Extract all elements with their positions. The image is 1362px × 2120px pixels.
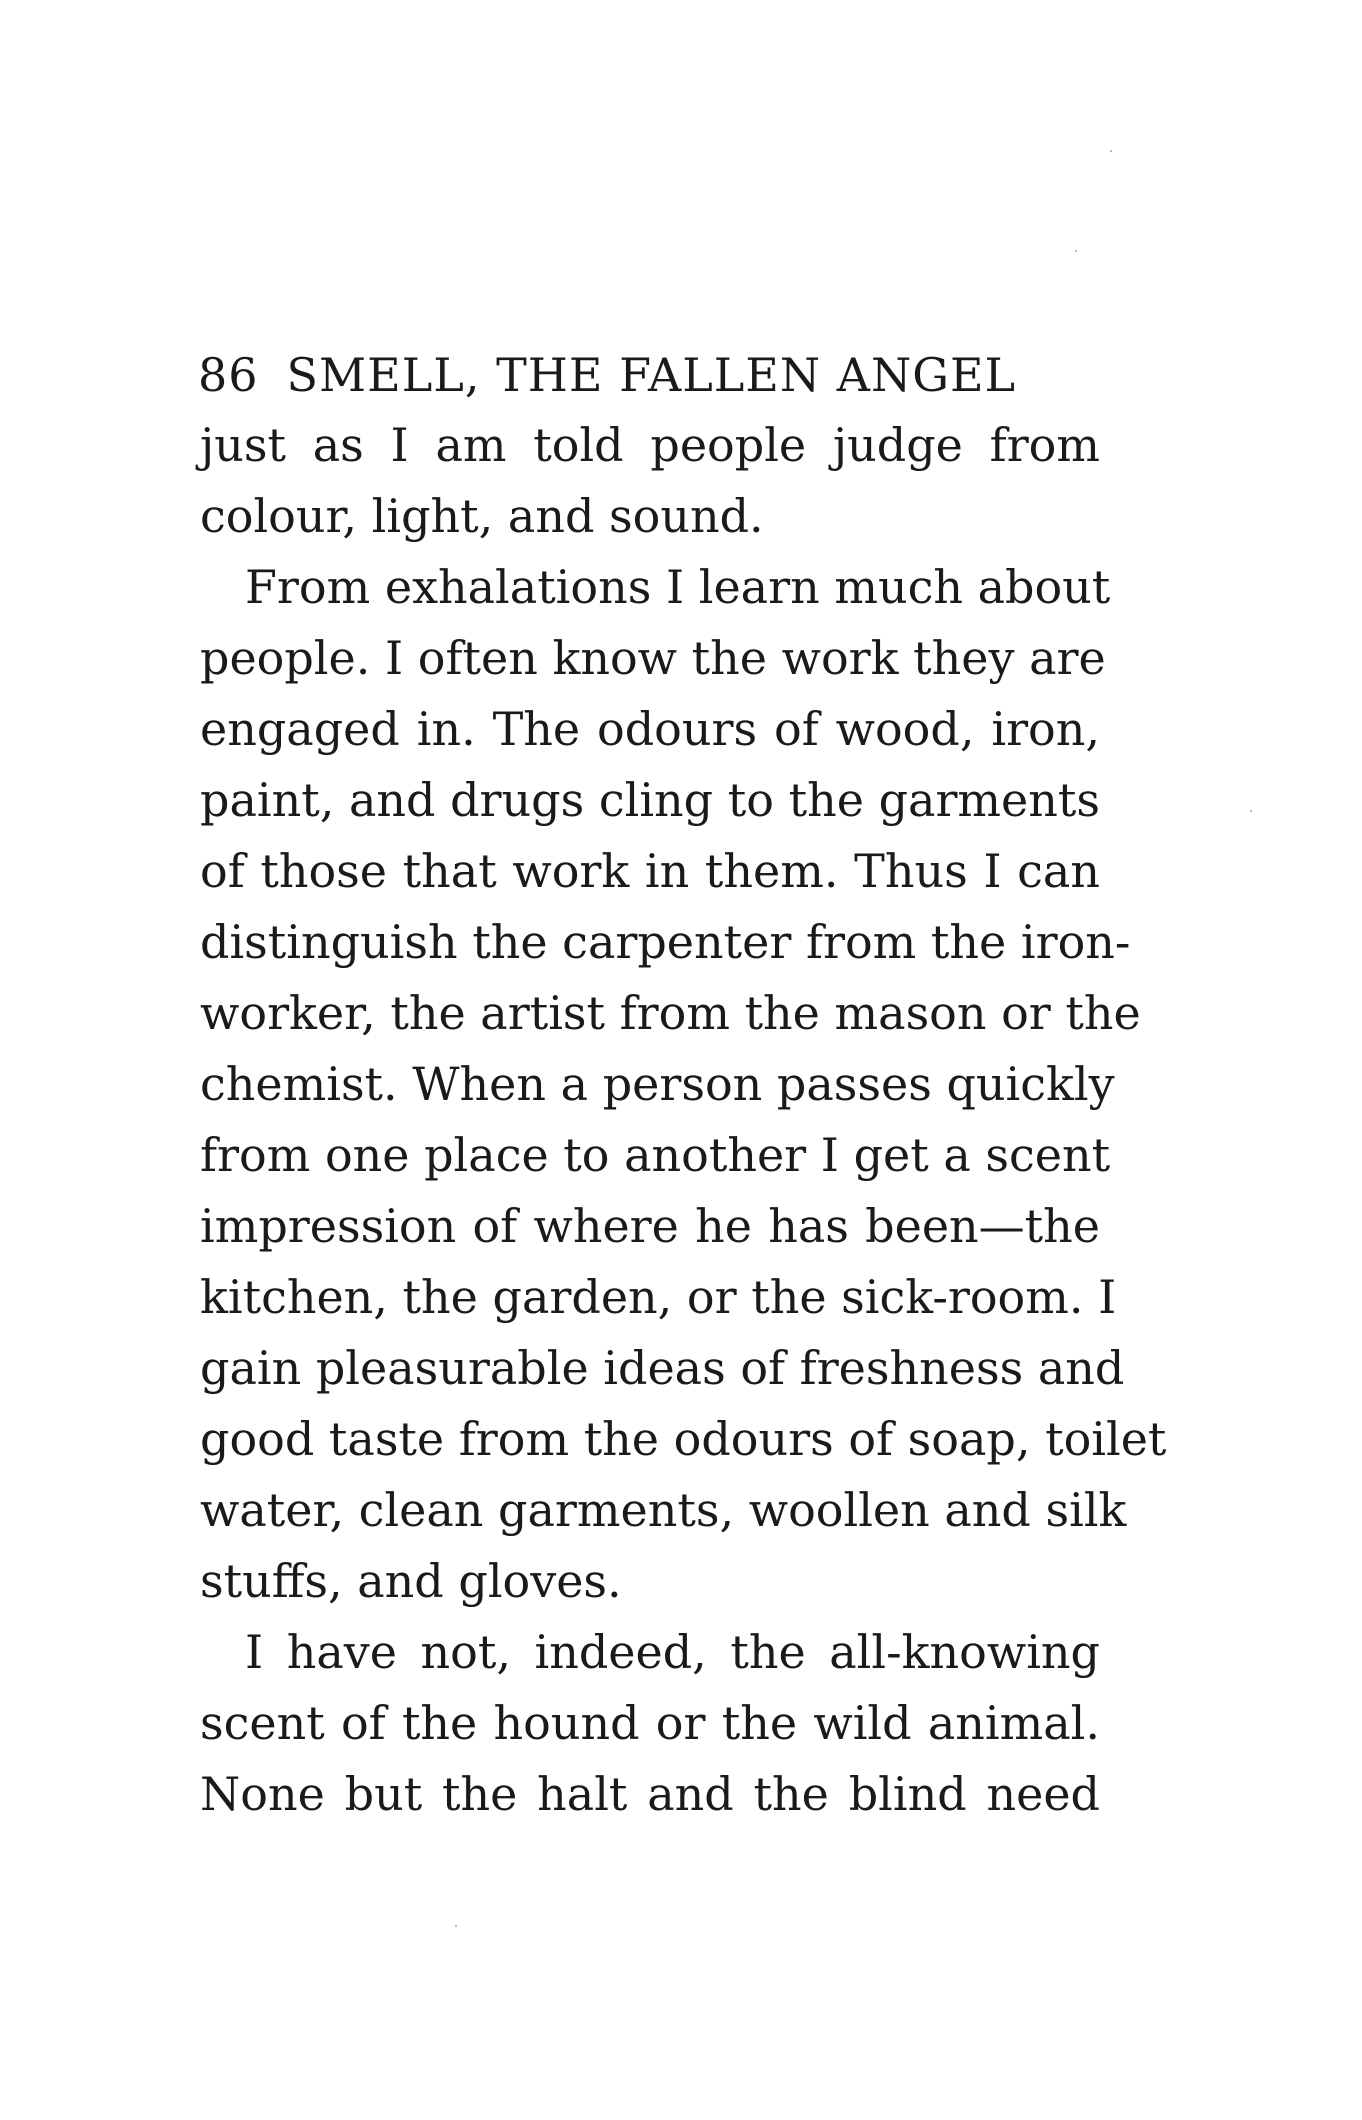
paper-speck	[1075, 250, 1077, 252]
text-line: kitchen, the garden, or the sick-room. I	[200, 1270, 1117, 1324]
text-line: from one place to another I get a scent	[200, 1128, 1111, 1182]
text-line: distinguish the carpenter from the iron-	[200, 915, 1131, 969]
paragraph-start-line: I have not, indeed, the all-knowing	[245, 1625, 1100, 1679]
running-title: SMELL, THE FALLEN ANGEL	[286, 348, 1017, 402]
text-line: chemist. When a person passes quickly	[200, 1057, 1115, 1111]
text-line: gain pleasurable ideas of freshness and	[200, 1341, 1125, 1395]
text-line: just as I am told people judge from	[200, 418, 1100, 472]
text-line: colour, light, and sound.	[200, 489, 764, 543]
text-line: of those that work in them. Thus I can	[200, 844, 1100, 898]
text-line: None but the halt and the blind need	[200, 1767, 1100, 1821]
text-line: impression of where he has been—the	[200, 1199, 1100, 1253]
text-line: engaged in. The odours of wood, iron,	[200, 702, 1100, 756]
paper-speck	[455, 1925, 457, 1927]
text-line: scent of the hound or the wild animal.	[200, 1696, 1100, 1750]
text-line: water, clean garments, woollen and silk	[200, 1483, 1127, 1537]
text-line: good taste from the odours of soap, toilet	[200, 1412, 1167, 1466]
running-head	[198, 345, 1098, 405]
paragraph-start-line: From exhalations I learn much about	[245, 560, 1111, 614]
paper-speck	[1250, 810, 1252, 812]
text-line: paint, and drugs cling to the garments	[200, 773, 1100, 827]
page-number: 86	[198, 348, 259, 402]
text-line: stuffs, and gloves.	[200, 1554, 622, 1608]
text-line: worker, the artist from the mason or the	[200, 986, 1141, 1040]
paper-speck	[1110, 150, 1112, 152]
text-line: people. I often know the work they are	[200, 631, 1106, 685]
